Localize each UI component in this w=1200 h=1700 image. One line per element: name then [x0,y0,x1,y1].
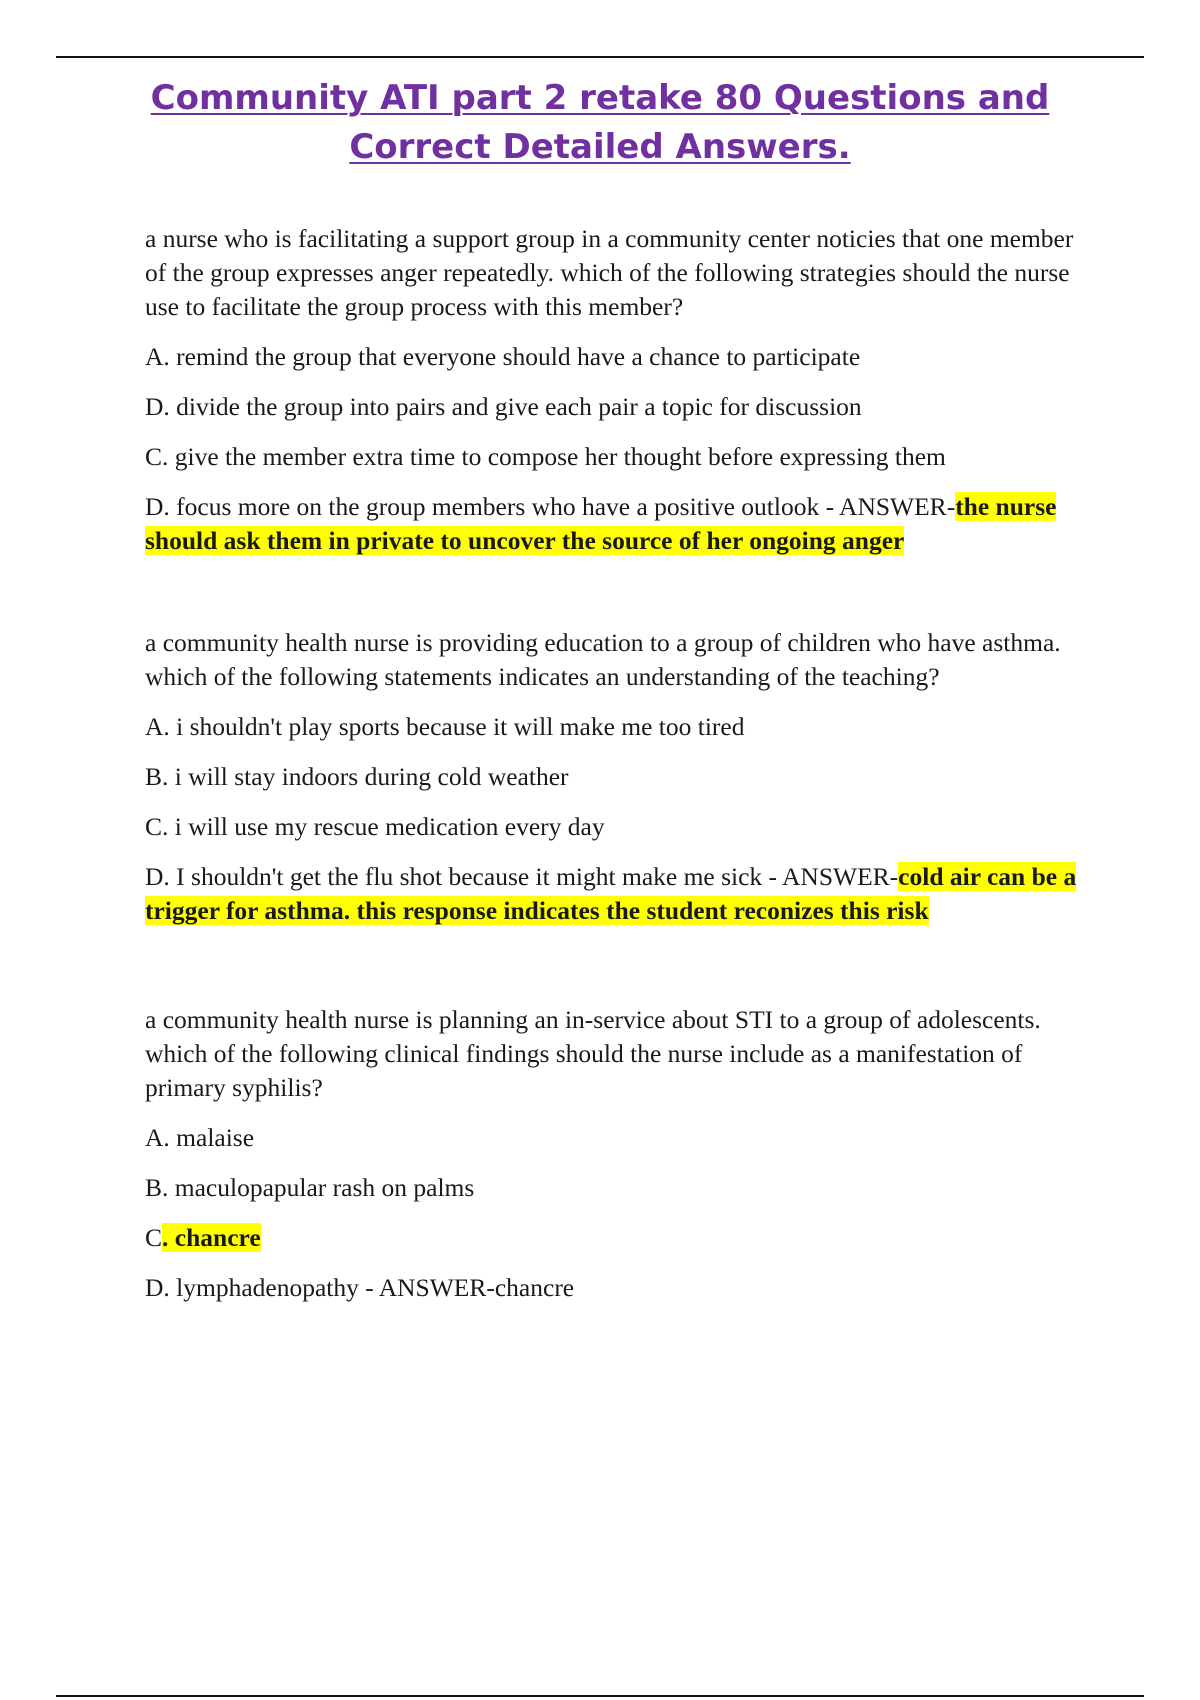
answer-option-with-answer: D. lymphadenopathy - ANSWER-chancre [145,1273,575,1302]
answer-option: B. i will stay indoors during cold weather [145,762,569,791]
document-title: Community ATI part 2 retake 80 Questions and Correct Detailed Answers. [150,78,1050,167]
highlighted-answer: . chancre [162,1223,261,1252]
answer-option: D. divide the group into pairs and give each pair a topic for discussion [145,392,862,421]
option-text: D. I shouldn't get the flu shot because it might make me sick - ANSWER- [145,862,899,891]
question-stem: a community health nurse is providing education to a group of children who have asthma. which of the following statements indicates an understanding of the teaching? [145,628,1061,691]
answer-option: C. i will use my rescue medication every day [145,812,605,841]
highlighted-answer: the nurse should ask them in private to uncover the source of her ongoing anger [145,492,1057,555]
answer-option: B. maculopapular rash on palms [145,1173,475,1202]
answer-option-with-answer [145,860,1090,928]
highlighted-answer-option [145,1221,1090,1255]
option-letter: C [145,1223,163,1252]
answer-option: A. remind the group that everyone should have a chance to participate [145,342,861,371]
answer-option: A. i shouldn't play sports because it will make me too tired [145,712,745,741]
question-spacer [145,558,1090,626]
question-stem: a nurse who is facilitating a support group in a community center noticies that one member of the group expresses anger repeatedly. which of the following strategies should the nurse use to facilitate the group process with this member? [145,224,1074,321]
question-stem: a community health nurse is planning an in-service about STI to a group of adolescents. which of the following clinical findings should the nurse include as a manifestation of primary syphilis? [145,1005,1041,1102]
option-text: D. focus more on the group members who have a positive outlook - ANSWER- [145,492,956,521]
question-spacer [145,928,1090,1003]
top-rule [56,56,1144,58]
question-3 [145,1003,1090,1305]
document-body [145,222,1090,1305]
highlighted-answer: cold air can be a trigger for asthma. this response indicates the student reconizes this risk [145,862,1077,925]
answer-option: A. malaise [145,1123,255,1152]
question-1 [145,222,1090,558]
answer-option-with-answer [145,490,1090,558]
question-2 [145,626,1090,928]
answer-option: C. give the member extra time to compose her thought before expressing them [145,442,946,471]
bottom-rule [56,1695,1144,1697]
